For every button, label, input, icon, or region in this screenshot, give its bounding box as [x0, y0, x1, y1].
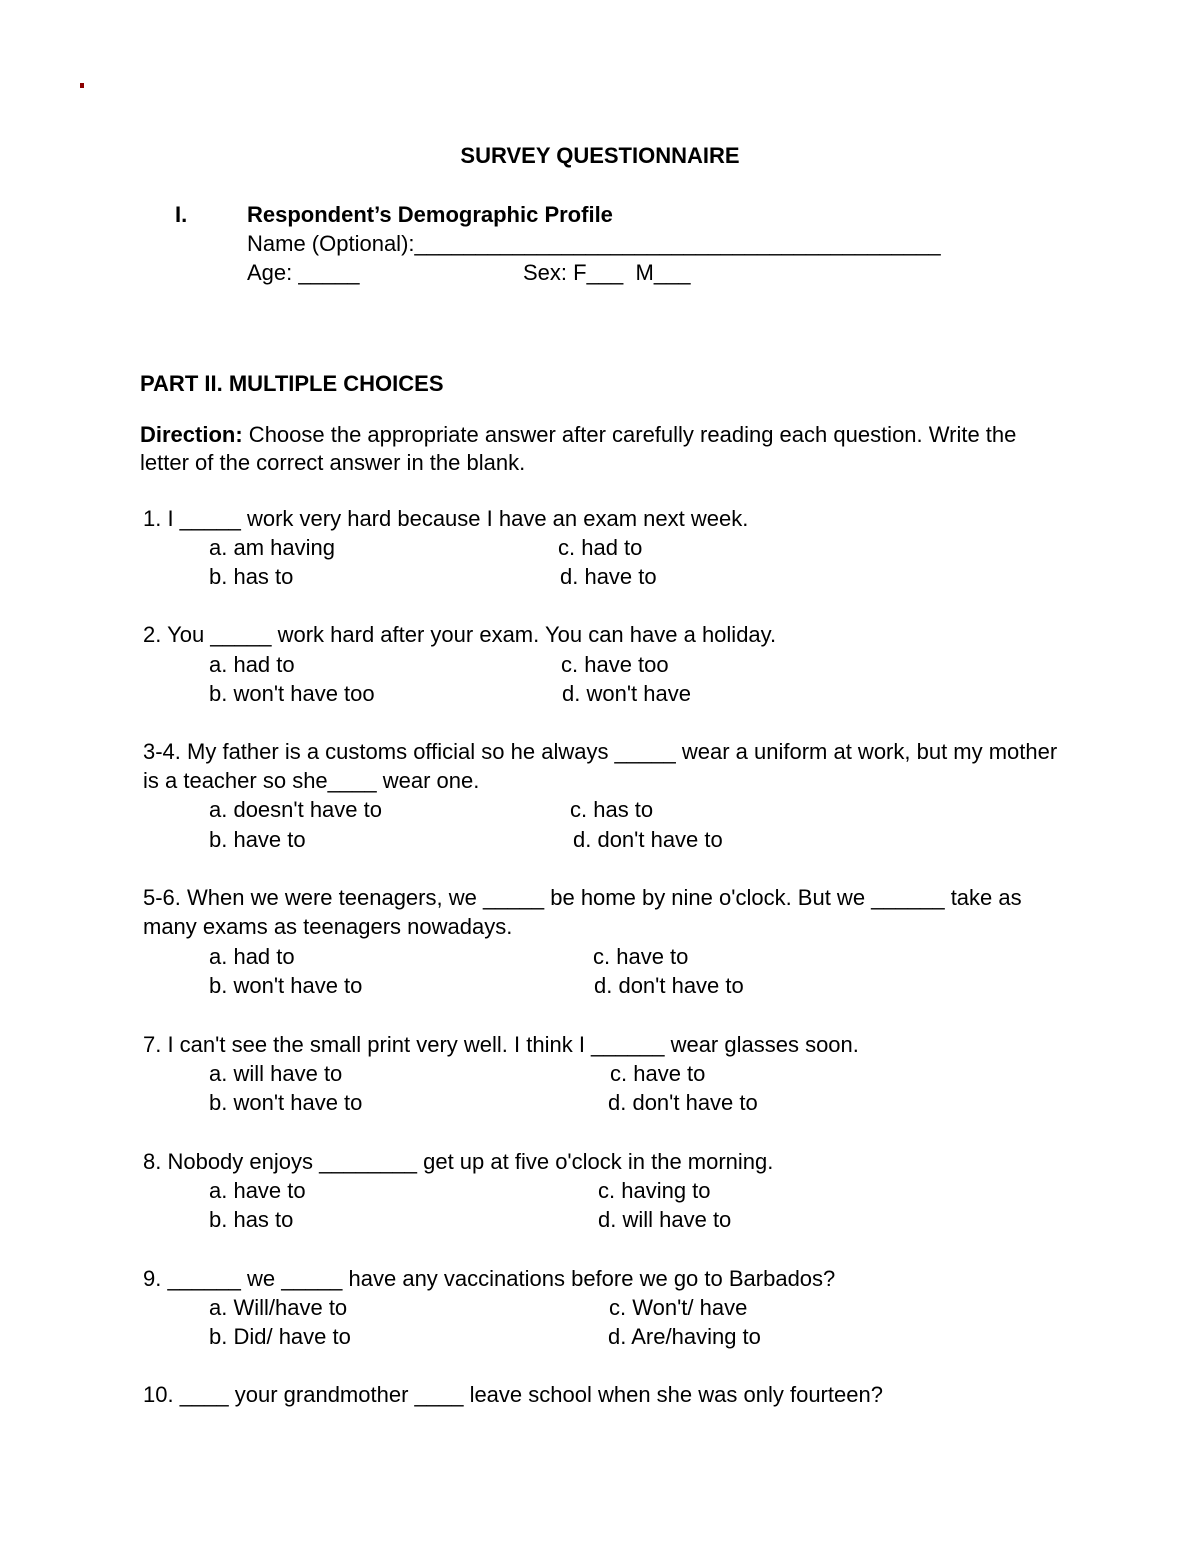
direction-paragraph — [140, 421, 1070, 477]
question-9-option-c: c. Won't/ have — [609, 1295, 748, 1320]
direction-text: Choose the appropriate answer after carefully reading each question. Write the letter of the correct answer in the blank. — [140, 422, 1017, 475]
question-1-option-c: c. had to — [558, 535, 643, 560]
question-8-option-c: c. having to — [598, 1178, 711, 1203]
question-3-4-option-b: b. have to — [209, 827, 306, 852]
question-2-option-b: b. won't have too — [209, 681, 375, 706]
question-3-4-stem: 3-4. My father is a customs official so he always _____ wear a uniform at work, but my mother is a teacher so she____ wear one. — [143, 739, 1058, 793]
question-1-stem: 1. I _____ work very hard because I have an exam next week. — [143, 506, 749, 531]
question-10-stem: 10. ____ your grandmother ____ leave school when she was only fourteen? — [143, 1382, 883, 1407]
question-1-option-b: b. has to — [209, 564, 294, 589]
question-7-option-b: b. won't have to — [209, 1090, 363, 1115]
question-3-4-option-c: c. has to — [570, 797, 654, 822]
question-8-stem: 8. Nobody enjoys ________ get up at five o'clock in the morning. — [143, 1149, 774, 1174]
question-9-stem: 9. ______ we _____ have any vaccinations before we go to Barbados? — [143, 1266, 836, 1291]
age-field: Age: _____ — [247, 260, 360, 285]
question-7-option-c: c. have to — [610, 1061, 706, 1086]
question-5-6-stem: 5-6. When we were teenagers, we _____ be home by nine o'clock. But we ______ take as many exams as teenagers nowadays. — [143, 885, 1022, 939]
question-5-6-option-a: a. had to — [209, 944, 295, 969]
question-7-option-a: a. will have to — [209, 1061, 343, 1086]
question-8-option-a: a. have to — [209, 1178, 306, 1203]
question-2-option-c: c. have too — [561, 652, 669, 677]
question-9-option-d: d. Are/having to — [608, 1324, 761, 1349]
question-5-6-option-d: d. don't have to — [594, 973, 744, 998]
question-9-option-a: a. Will/have to — [209, 1295, 348, 1320]
question-9-option-b: b. Did/ have to — [209, 1324, 351, 1349]
part2-heading: PART II. MULTIPLE CHOICES — [140, 371, 444, 396]
question-2-option-d: d. won't have — [562, 681, 691, 706]
question-7-stem: 7. I can't see the small print very well. I think I ______ wear glasses soon. — [143, 1032, 859, 1057]
direction-label: Direction: — [140, 422, 243, 447]
question-8-option-d: d. will have to — [598, 1207, 732, 1232]
question-5-6-option-b: b. won't have to — [209, 973, 363, 998]
red-mark — [80, 83, 84, 88]
question-7-option-d: d. don't have to — [608, 1090, 758, 1115]
document-title: SURVEY QUESTIONNAIRE — [460, 143, 740, 168]
question-5-6-option-c: c. have to — [593, 944, 689, 969]
question-1-option-a: a. am having — [209, 535, 335, 560]
question-2-option-a: a. had to — [209, 652, 295, 677]
name-field: Name (Optional):___________________________________________ — [247, 231, 941, 256]
question-1-option-d: d. have to — [560, 564, 657, 589]
question-8-option-b: b. has to — [209, 1207, 294, 1232]
question-3-4-option-d: d. don't have to — [573, 827, 723, 852]
sex-field: Sex: F___ M___ — [523, 260, 691, 285]
question-2-stem: 2. You _____ work hard after your exam. You can have a holiday. — [143, 622, 777, 647]
section-heading-profile: Respondent’s Demographic Profile — [247, 202, 613, 227]
question-3-4-option-a: a. doesn't have to — [209, 797, 382, 822]
section-numeral: I. — [175, 202, 188, 227]
